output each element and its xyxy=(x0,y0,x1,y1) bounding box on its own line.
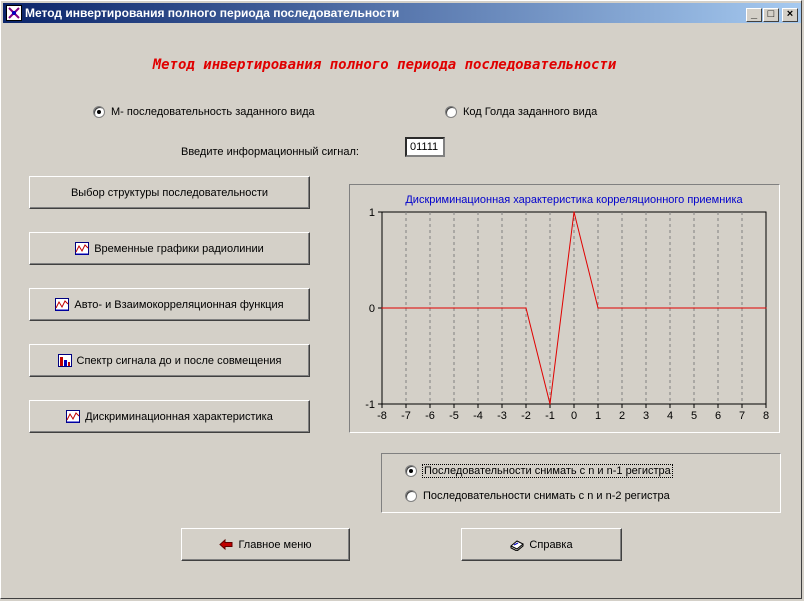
x-tick-label: 6 xyxy=(714,410,722,422)
x-tick-label: 4 xyxy=(666,410,674,422)
data-point xyxy=(453,307,454,308)
radio-indicator[interactable] xyxy=(445,106,457,118)
data-point xyxy=(669,307,670,308)
chart-icon xyxy=(55,298,69,311)
data-point xyxy=(381,307,382,308)
radio-m-sequence[interactable] xyxy=(93,104,315,120)
chart-title: Дискриминационная характеристика корреляционного приемника xyxy=(405,194,743,206)
data-point xyxy=(525,307,526,308)
data-point xyxy=(645,307,646,308)
x-tick-label: -1 xyxy=(545,410,555,422)
y-tick-label: 1 xyxy=(368,207,375,219)
x-tick-label: -3 xyxy=(497,410,507,422)
data-point xyxy=(429,307,430,308)
structure-button[interactable] xyxy=(29,176,310,209)
x-tick-label: -6 xyxy=(425,410,435,422)
chart-panel xyxy=(349,184,780,433)
spectrum-button-label: Спектр сигнала до и после совмещения xyxy=(76,354,282,367)
discrimination-chart xyxy=(350,185,779,432)
data-point xyxy=(573,211,574,212)
x-tick-label: 0 xyxy=(570,410,578,422)
help-button-label: Справка xyxy=(529,538,573,551)
correlation-button-label: Авто- и Взаимокорреляционная функция xyxy=(74,298,284,311)
close-button[interactable]: × xyxy=(782,8,798,22)
main-menu-button-label: Главное меню xyxy=(238,538,312,551)
radio-m-sequence-label: М- последовательность заданного вида xyxy=(111,106,315,118)
x-tick-label: 8 xyxy=(762,410,770,422)
y-tick-label: -1 xyxy=(365,399,375,411)
radio-indicator[interactable] xyxy=(405,490,417,502)
radio-register-n1[interactable] xyxy=(405,463,672,479)
book-icon xyxy=(510,538,524,551)
data-point xyxy=(765,307,766,308)
x-tick-label: 5 xyxy=(690,410,698,422)
x-tick-label: -7 xyxy=(401,410,411,422)
time-plots-button[interactable] xyxy=(29,232,310,265)
x-tick-label: 7 xyxy=(738,410,746,422)
maximize-button[interactable]: □ xyxy=(763,8,779,22)
radio-register-n1-label: Последовательности снимать с n и n-1 регистра xyxy=(424,465,671,477)
app-icon[interactable] xyxy=(6,5,22,21)
page-heading: Метод инвертирования полного периода последовательности xyxy=(152,57,617,73)
spectrum-button[interactable] xyxy=(29,344,310,377)
help-button[interactable] xyxy=(461,528,622,561)
data-point xyxy=(501,307,502,308)
x-tick-label: -5 xyxy=(449,410,459,422)
minimize-button[interactable]: _ xyxy=(746,8,762,22)
chart-icon xyxy=(75,242,89,255)
arrow-left-icon xyxy=(219,538,233,551)
x-tick-label: -8 xyxy=(377,410,387,422)
data-point xyxy=(477,307,478,308)
x-tick-label: -2 xyxy=(521,410,531,422)
x-tick-label: 3 xyxy=(642,410,650,422)
main-menu-button[interactable] xyxy=(181,528,350,561)
spectrum-icon xyxy=(58,354,72,367)
structure-button-label: Выбор структуры последовательности xyxy=(70,186,269,199)
radio-indicator[interactable] xyxy=(93,106,105,118)
signal-input[interactable] xyxy=(405,137,445,157)
x-tick-label: 2 xyxy=(618,410,626,422)
x-tick-label: 1 xyxy=(594,410,602,422)
radio-gold-code[interactable] xyxy=(445,104,597,120)
data-point xyxy=(741,307,742,308)
correlation-button[interactable] xyxy=(29,288,310,321)
title-bar[interactable] xyxy=(3,3,801,23)
time-plots-button-label: Временные графики радиолинии xyxy=(94,242,264,255)
data-point xyxy=(597,307,598,308)
data-point xyxy=(405,307,406,308)
register-group xyxy=(381,453,781,513)
window-title: Метод инвертирования полного периода последовательности xyxy=(25,6,400,20)
data-point xyxy=(621,307,622,308)
radio-register-n2-label: Последовательности снимать с n и n-2 регистра xyxy=(423,490,670,502)
radio-indicator[interactable] xyxy=(405,465,417,477)
y-tick-label: 0 xyxy=(368,303,375,315)
data-point xyxy=(717,307,718,308)
data-point xyxy=(549,403,550,404)
signal-label: Введите информационный сигнал: xyxy=(181,146,359,158)
chart-icon xyxy=(66,410,80,423)
x-tick-label: -4 xyxy=(473,410,483,422)
radio-register-n2[interactable] xyxy=(405,488,670,504)
discrim-button-label: Дискриминационная характеристика xyxy=(85,410,273,423)
radio-gold-code-label: Код Голда заданного вида xyxy=(463,106,598,118)
discrim-button[interactable] xyxy=(29,400,310,433)
data-point xyxy=(693,307,694,308)
